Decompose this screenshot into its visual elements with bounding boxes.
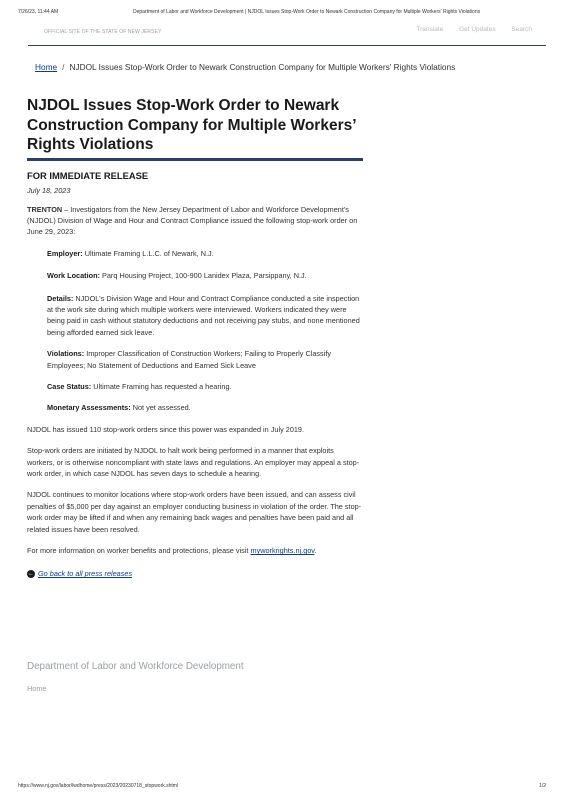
detail-text: Not yet assessed. <box>130 403 191 413</box>
lead-text: – Investigators from the New Jersey Department of Labor and Workforce Development's (NJDOL) Division of Wage and Hour and Contract Compliance issued the following stop-work order on June 29, 2023: <box>27 204 358 237</box>
article <box>27 96 363 578</box>
detail-text: Ultimate Framing has requested a hearing. <box>91 381 232 391</box>
detail-employer <box>27 248 363 259</box>
detail-work-location <box>27 270 363 281</box>
detail-label: Case Status: <box>47 381 92 391</box>
footer-home-link[interactable]: Home <box>27 684 47 693</box>
lead-paragraph <box>27 204 363 238</box>
search-link[interactable]: Search <box>511 26 532 33</box>
back-to-releases[interactable] <box>27 569 363 578</box>
print-datetime: 7/26/23, 11:44 AM <box>18 9 59 15</box>
detail-label: Employer: <box>47 248 83 258</box>
body-paragraph: Stop-work orders are initiated by NJDOL to halt work being performed in a manner that exploits workers, or is otherwise noncompliant with state laws and regulations. An employer may appeal a stop-work order, in which case NJDOL has seven days to schedule a hearing. <box>27 446 360 478</box>
breadcrumb <box>35 62 455 72</box>
detail-case-status <box>27 381 363 392</box>
detail-monetary-assessments <box>27 402 363 413</box>
detail-text: Parq Housing Project, 100-900 Lanidex Plaza, Parsippany, N.J. <box>99 271 307 281</box>
print-page-number: 1/2 <box>539 783 546 789</box>
breadcrumb-home-link[interactable]: Home <box>35 62 58 72</box>
top-links <box>402 26 532 33</box>
detail-text: Ultimate Framing L.L.C. of Newark, N.J. <box>82 248 214 258</box>
official-site-label: OFFICIAL SITE OF THE STATE OF NEW JERSEY <box>44 29 162 35</box>
myworkrights-link[interactable]: myworkrights.nj.gov <box>250 546 315 556</box>
dateline: TRENTON <box>27 204 63 214</box>
detail-label: Details: <box>47 293 74 303</box>
detail-label: Violations: <box>47 349 85 359</box>
release-label: FOR IMMEDIATE RELEASE <box>27 169 149 181</box>
page-title: NJDOL Issues Stop-Work Order to Newark Construction Company for Multiple Workers’ Rights Violations <box>27 97 356 153</box>
body-paragraph: NJDOL has issued 110 stop-work orders since this power was expanded in July 2019. <box>27 424 305 434</box>
title-divider <box>27 158 363 161</box>
body-paragraph: NJDOL continues to monitor locations where stop-work orders have been issued, and can assess civil penalties of $5,000 per day against an employer conducting business in violation of the order. The stop-work order may be lifted if and when any remaining back wages and penalties have been paid and all related issues have been resolved. <box>27 490 362 534</box>
detail-label: Work Location: <box>47 271 100 281</box>
breadcrumb-current: NJDOL Issues Stop-Work Order to Newark Construction Company for Multiple Workers' Rights Violations <box>69 62 456 72</box>
footer-department: Department of Labor and Workforce Development <box>27 661 244 672</box>
detail-details <box>27 293 363 339</box>
detail-text: Improper Classification of Construction Workers; Failing to Properly Classify Employees; No Statement of Deductions and Earned Sick Leave <box>47 349 332 370</box>
more-info-end: . <box>314 546 317 556</box>
get-updates-link[interactable]: Get Updates <box>459 26 496 33</box>
detail-violations <box>27 348 363 371</box>
release-date: July 18, 2023 <box>27 185 71 195</box>
breadcrumb-separator: / <box>62 62 65 72</box>
detail-label: Monetary Assessments: <box>47 403 131 413</box>
top-bar <box>28 22 546 46</box>
arrow-left-circle-icon: ← <box>28 570 34 577</box>
back-link[interactable]: Go back to all press releases <box>38 569 133 579</box>
print-page-title: Department of Labor and Workforce Development | NJDOL Issues Stop-Work Order to Newark Construction Company for Multiple Workers' Rights Violations <box>133 9 481 15</box>
print-url: https://www.nj.gov/labor/lwdhome/press/2023/20230718_stopwork.shtml <box>18 783 179 789</box>
more-info-paragraph <box>27 545 363 556</box>
detail-text: NJDOL's Division Wage and Hour and Contract Compliance conducted a site inspection at the work site during which multiple workers were interviewed. Workers indicated they were being paid in cash without statutory deductions and not receiving pay stubs, and none mentioned being afforded earned sick leave. <box>47 293 360 337</box>
translate-link[interactable]: Translate <box>416 26 444 33</box>
more-info-text: For more information on worker benefits and protections, please visit <box>27 546 251 556</box>
